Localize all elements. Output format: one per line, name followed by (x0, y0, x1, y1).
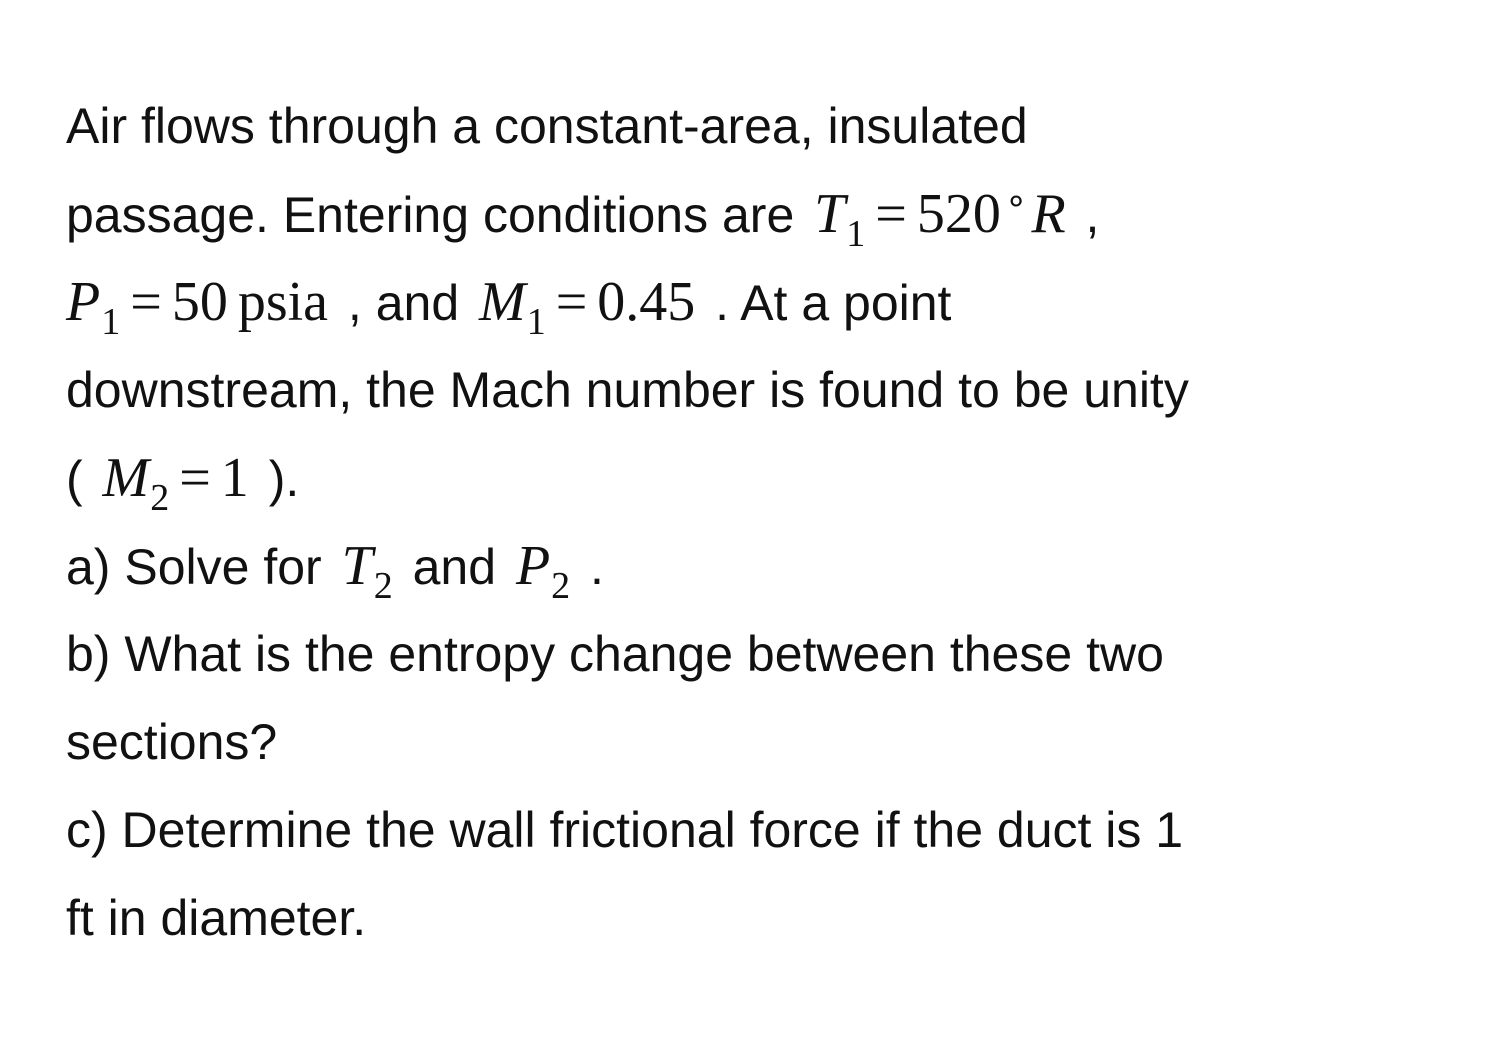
math-p1-equation (66, 271, 334, 343)
math-subscript: 1 (846, 213, 866, 255)
problem-line-4 (66, 346, 1189, 434)
math-subscript: 2 (373, 565, 393, 607)
math-degree: ∘ (1004, 180, 1028, 220)
math-value: 520 (916, 183, 1001, 245)
math-subscript: 2 (551, 565, 571, 607)
math-unit-rankine: R (1031, 183, 1066, 245)
math-p2 (510, 535, 576, 607)
downstream-text: downstream, the Mach number is found to be unity (66, 362, 1189, 418)
connector-text: , and (334, 275, 474, 331)
punctuation: . (576, 539, 604, 595)
math-equals: = (179, 447, 211, 509)
math-value: 50 (171, 271, 228, 333)
math-m1-equation (473, 271, 701, 343)
math-value: 1 (220, 447, 249, 509)
math-equals: = (555, 271, 588, 333)
part-b-line-2 (66, 698, 277, 786)
math-variable-m: M (479, 271, 526, 333)
math-m2-equation (97, 447, 255, 519)
math-variable-t: T (814, 183, 846, 245)
part-c-line-2 (66, 874, 366, 962)
math-unit-psia: psia (237, 271, 329, 333)
conditions-text: passage. Entering conditions are (66, 187, 809, 243)
math-subscript: 1 (101, 301, 121, 343)
math-subscript: 1 (526, 301, 546, 343)
open-paren: ( (66, 451, 97, 507)
math-variable-p: P (66, 271, 101, 333)
math-equals: = (130, 271, 162, 333)
problem-line-5 (66, 434, 299, 522)
punctuation: , (1071, 187, 1100, 243)
problem-line-2 (66, 170, 1099, 258)
part-a-text: a) Solve for (66, 539, 336, 595)
part-b-text-cont: sections? (66, 714, 278, 770)
part-c-text-cont: ft in diameter. (66, 890, 367, 946)
connector-text: and (398, 539, 510, 595)
math-variable-m: M (102, 447, 150, 509)
part-a (66, 522, 604, 610)
math-t1-equation (808, 180, 1072, 255)
part-c-text: c) Determine the wall frictional force if the duct is 1 (66, 802, 1184, 858)
part-b-text: b) What is the entropy change between these two (66, 626, 1164, 682)
math-variable-t: T (341, 535, 373, 597)
part-b-line-1 (66, 610, 1164, 698)
math-value: 0.45 (597, 271, 696, 333)
intro-text: Air flows through a constant-area, insulated (66, 98, 1028, 154)
problem-line-1 (66, 82, 1028, 170)
part-c-line-1 (66, 786, 1183, 874)
math-subscript: 2 (150, 477, 170, 519)
continuation-text: . At a point (701, 275, 952, 331)
math-t2 (336, 535, 399, 607)
problem-line-3 (66, 258, 951, 346)
math-variable-p: P (515, 535, 551, 597)
close-paren: ). (254, 451, 300, 507)
math-equals: = (875, 183, 907, 245)
